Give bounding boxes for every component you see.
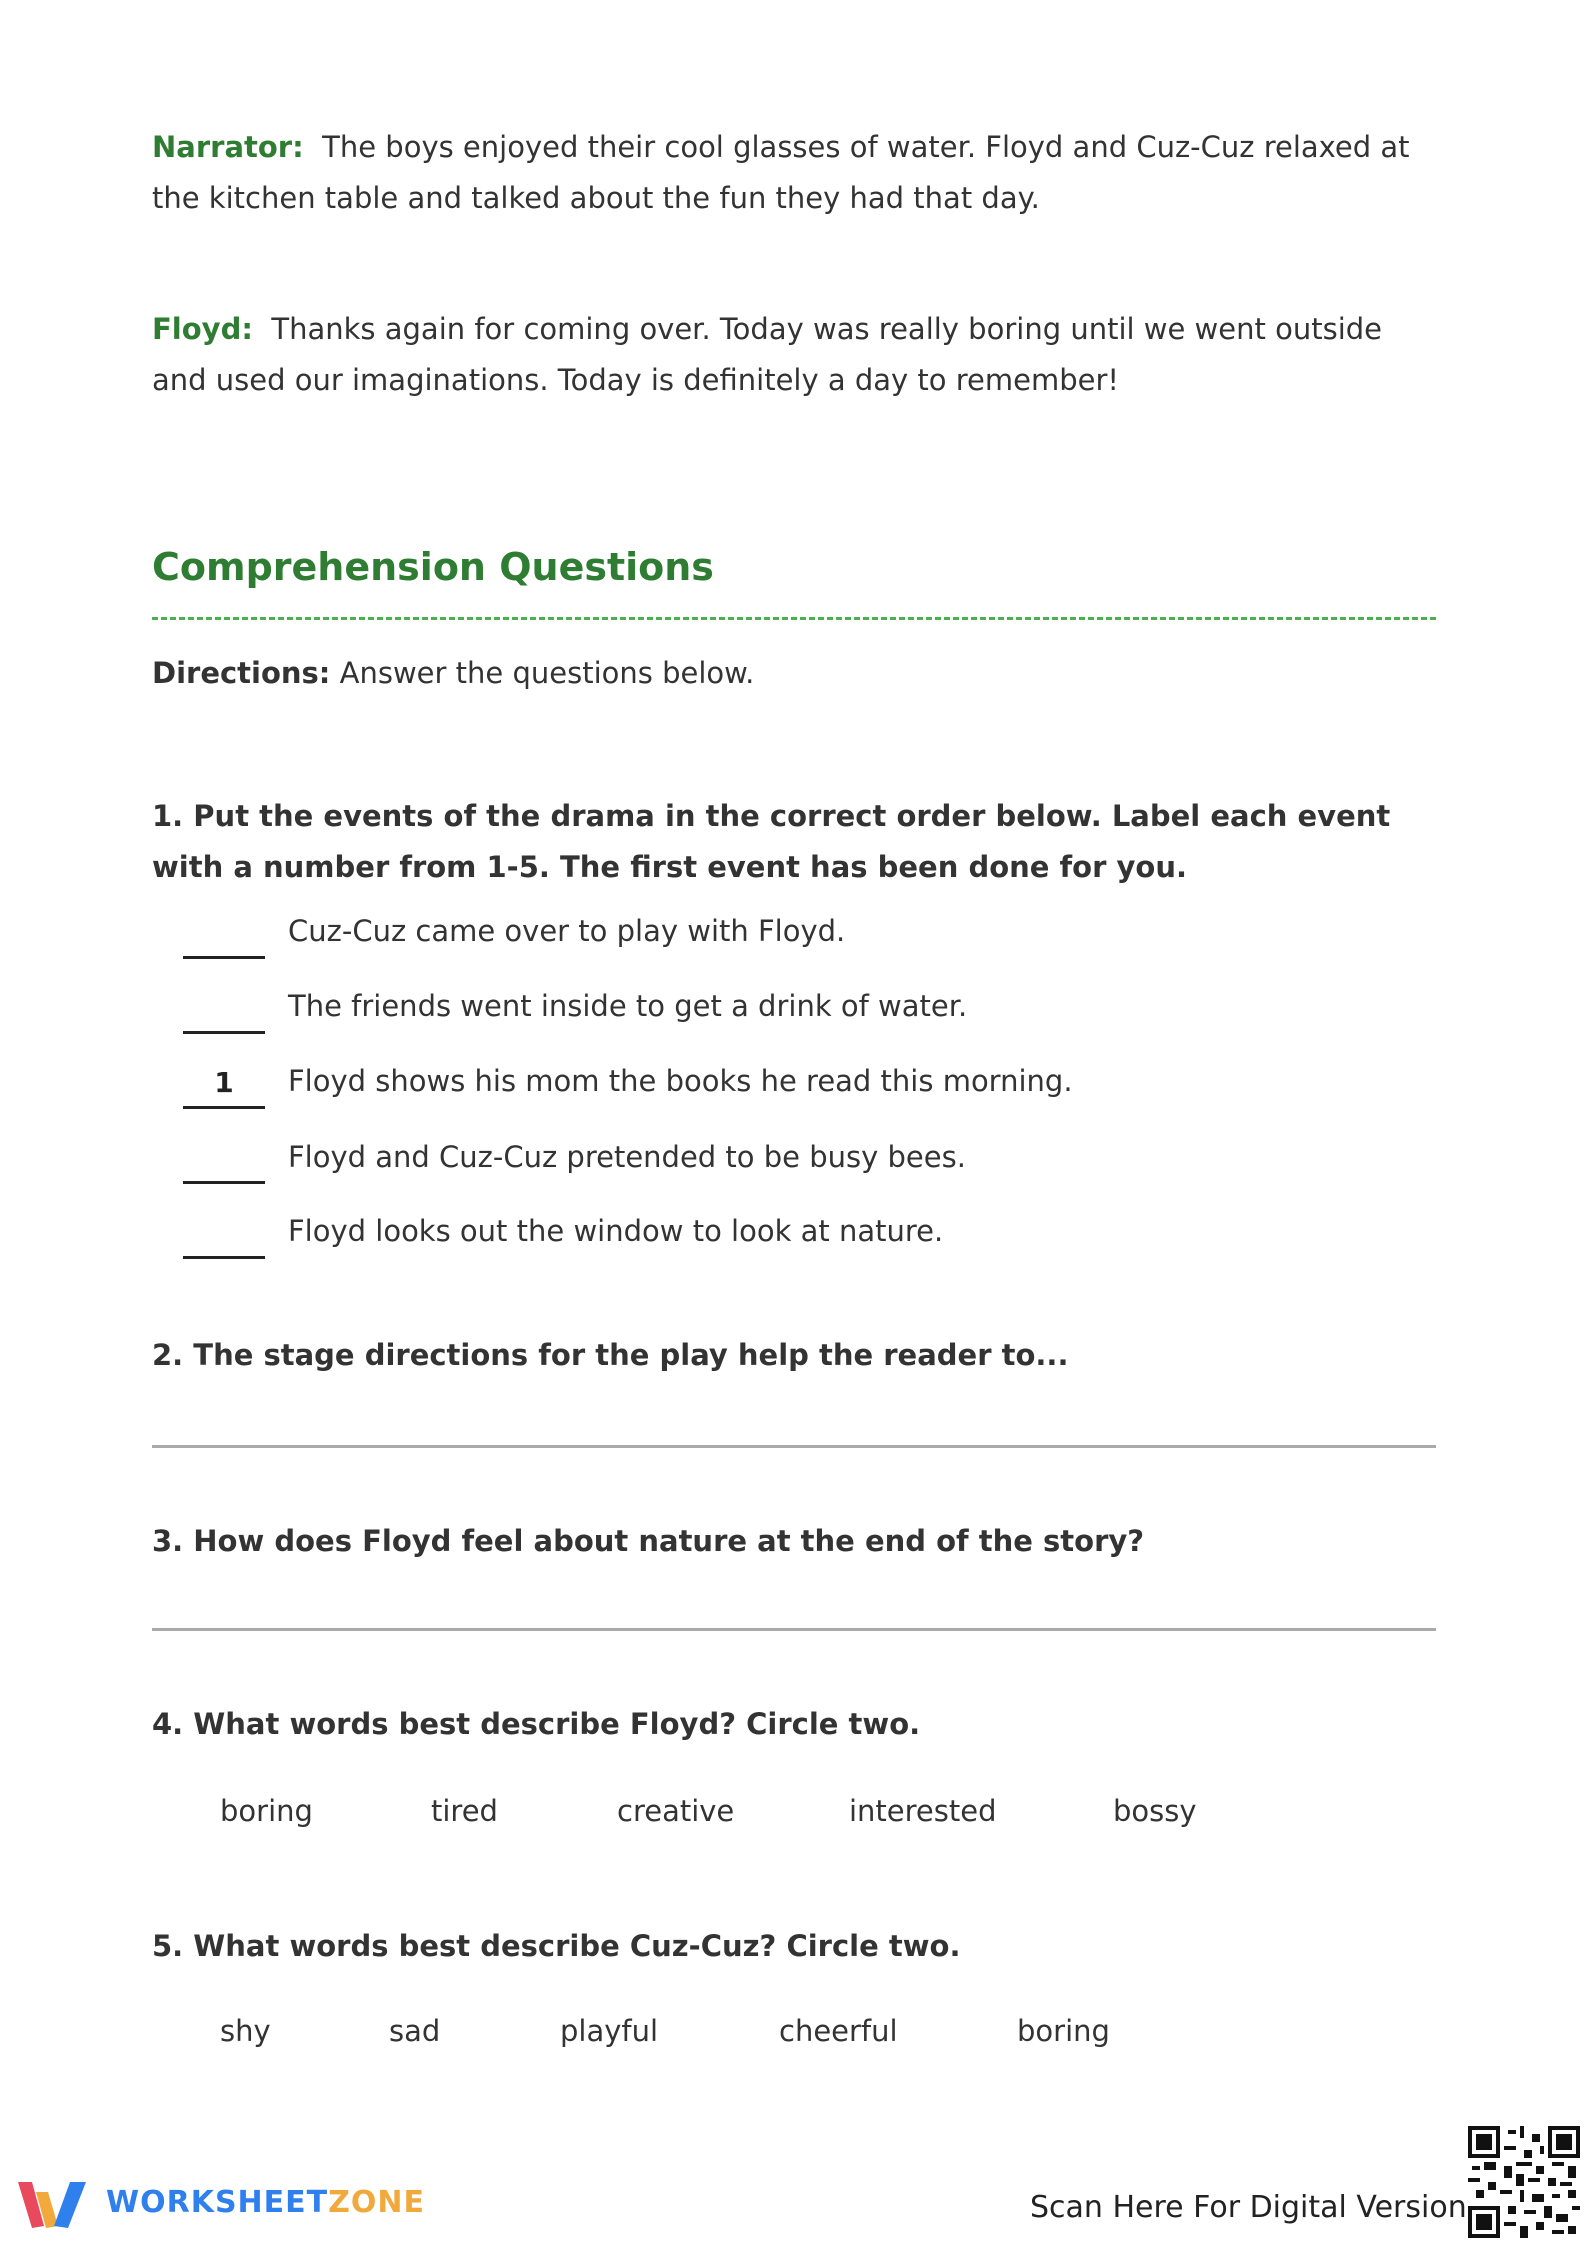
event-2-blank[interactable] — [183, 1031, 265, 1034]
worksheetzone-logo-icon — [14, 2178, 94, 2232]
event-2-text: The friends went inside to get a drink of water. — [288, 989, 968, 1023]
dialogue-floyd — [152, 304, 1442, 406]
q4-option[interactable]: boring — [220, 1794, 313, 1828]
question-5-prompt: 5. What words best describe Cuz-Cuz? Circle two. — [152, 1929, 961, 1963]
speaker-label: Narrator: — [152, 130, 304, 164]
dialogue-text: The boys enjoyed their cool glasses of water. Floyd and Cuz-Cuz relaxed at the kitchen table and talked about the fun they had that day. — [152, 130, 1410, 215]
event-5-blank[interactable] — [183, 1256, 265, 1259]
q4-option[interactable]: interested — [849, 1794, 997, 1828]
directions — [152, 656, 754, 690]
scan-text: Scan Here For Digital Version — [1030, 2190, 1467, 2225]
q5-option[interactable]: playful — [560, 2014, 659, 2048]
section-divider — [152, 617, 1436, 620]
q5-option[interactable]: boring — [1017, 2014, 1110, 2048]
event-3-answer[interactable]: 1 — [214, 1066, 234, 1099]
brand-name-part2: ZONE — [328, 2185, 425, 2220]
q4-option[interactable]: creative — [617, 1794, 735, 1828]
speaker-label: Floyd: — [152, 312, 253, 346]
event-5-text: Floyd looks out the window to look at nature. — [288, 1214, 944, 1248]
directions-label: Directions: — [152, 656, 331, 690]
event-1-blank[interactable] — [183, 956, 265, 959]
q4-option[interactable]: tired — [431, 1794, 498, 1828]
q5-option[interactable]: cheerful — [779, 2014, 898, 2048]
q5-option[interactable]: sad — [389, 2014, 441, 2048]
brand-name — [106, 2185, 425, 2220]
question-3-prompt: 3. How does Floyd feel about nature at the end of the story? — [152, 1524, 1145, 1558]
question-2-prompt: 2. The stage directions for the play help the reader to... — [152, 1338, 1069, 1372]
section-title: Comprehension Questions — [152, 545, 714, 589]
dialogue-text: Thanks again for coming over. Today was really boring until we went outside and used our imaginations. Today is definitely a day to remember! — [152, 312, 1382, 397]
question-4-prompt: 4. What words best describe Floyd? Circle two. — [152, 1707, 921, 1741]
question-2-answer-line[interactable] — [152, 1445, 1436, 1448]
event-4-text: Floyd and Cuz-Cuz pretended to be busy bees. — [288, 1140, 966, 1174]
event-3-blank[interactable] — [183, 1106, 265, 1109]
event-4-blank[interactable] — [183, 1181, 265, 1184]
question-1-prompt: 1. Put the events of the drama in the correct order below. Label each event with a number from 1-5. The first event has been done for you. — [152, 799, 1391, 884]
q4-option[interactable]: bossy — [1113, 1794, 1197, 1828]
brand-name-part1: WORKSHEET — [106, 2185, 329, 2220]
question-3-answer-line[interactable] — [152, 1628, 1436, 1631]
q5-option[interactable]: shy — [220, 2014, 271, 2048]
event-1-text: Cuz-Cuz came over to play with Floyd. — [288, 914, 846, 948]
qr-code-icon[interactable] — [1468, 2126, 1580, 2238]
directions-text: Answer the questions below. — [339, 656, 755, 690]
dialogue-narrator — [152, 122, 1442, 224]
event-3-text: Floyd shows his mom the books he read this morning. — [288, 1064, 1073, 1098]
